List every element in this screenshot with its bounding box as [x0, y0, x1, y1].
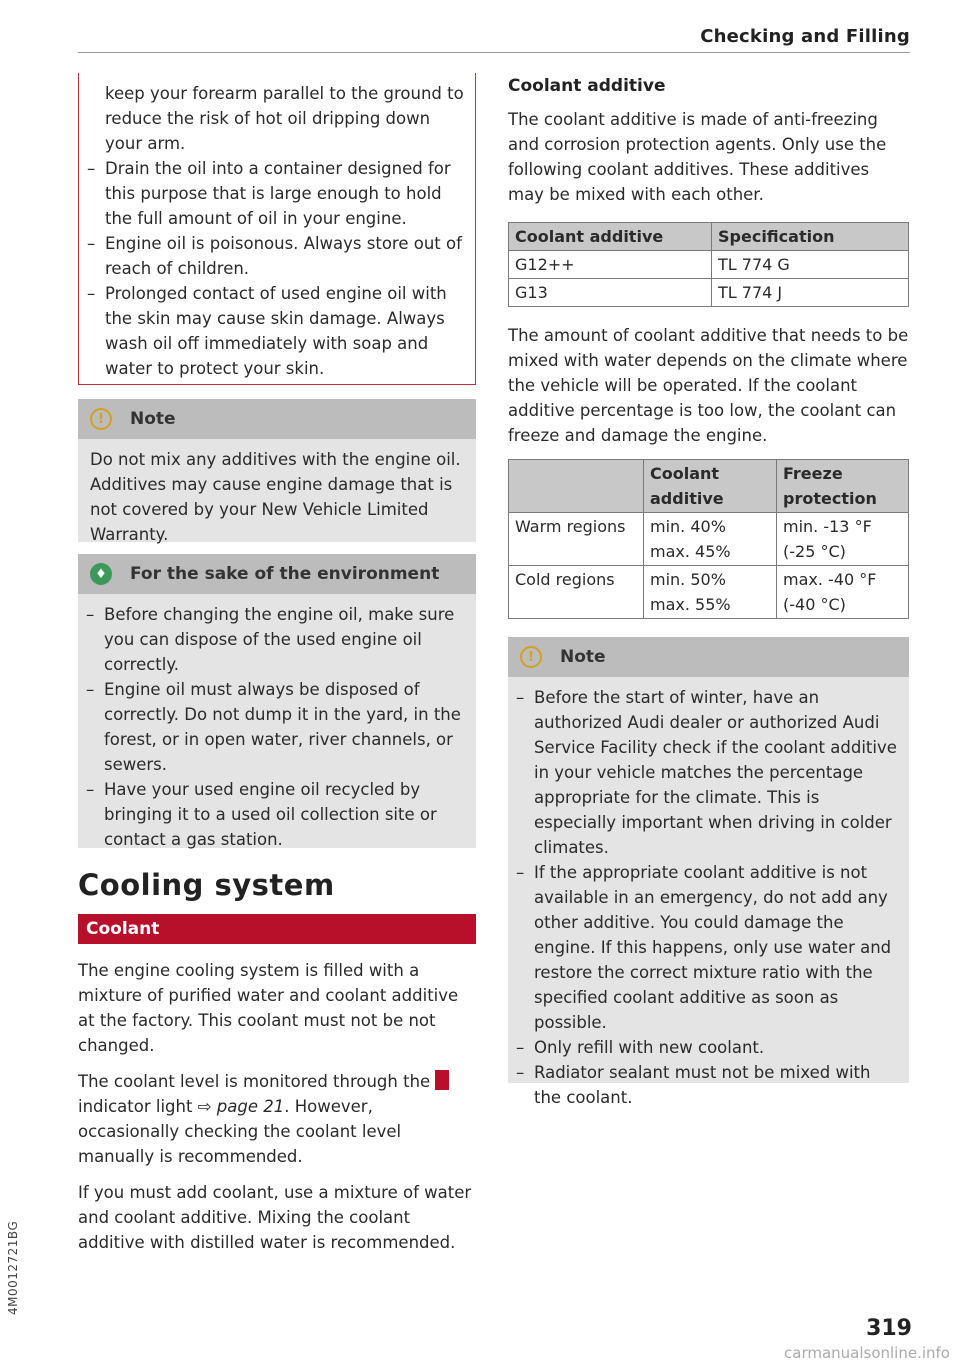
additive-spec-table	[508, 222, 909, 307]
table-header-row	[509, 460, 909, 513]
warning-box-continued	[78, 73, 476, 385]
table-header-row	[509, 223, 909, 251]
table-header-cell: Coolant additive	[644, 460, 777, 513]
section-heading-cooling-system: Cooling system	[78, 868, 335, 902]
coolant-note-list	[508, 685, 899, 1110]
leaf-icon: ♦	[90, 563, 112, 585]
note-box-coolant	[508, 637, 909, 1107]
table-cell: TL 774 G	[712, 251, 909, 279]
list-item: – Before the start of winter, have an authorized Audi dealer or authorized Audi Service Facility check if the coolant additive in your vehicle matches the percentage appropriate for the climate. This is especially important when driving in colder climates.	[508, 685, 899, 860]
note-title: Note	[130, 409, 176, 429]
additive-section	[508, 76, 909, 207]
attention-icon: !	[90, 408, 112, 430]
freeze-protection-table	[508, 459, 909, 619]
table-header-cell: Freeze protection	[777, 460, 909, 513]
table-cell: min. -13 °F (-25 °C)	[777, 513, 909, 566]
attention-icon: !	[520, 646, 542, 668]
table-cell: Cold regions	[509, 566, 644, 619]
list-item: – Before changing the engine oil, make sure you can dispose of the used engine oil correctly.	[78, 602, 466, 677]
environment-header	[78, 554, 476, 594]
note-box-oil	[78, 399, 476, 542]
coolant-text	[78, 958, 478, 1255]
environment-list	[78, 602, 466, 852]
list-item: – Have your used engine oil recycled by bringing it to a used oil collection site or contact a gas station.	[78, 777, 466, 852]
table-row	[509, 251, 909, 279]
table-header-cell: Specification	[712, 223, 909, 251]
list-item: – If the appropriate coolant additive is not available in an emergency, do not add any other additive. You could damage the engine. If this happens, only use water and restore the correct mixture ratio with the specified coolant additive as soon as possible.	[508, 860, 899, 1035]
additive-paragraph-2: The amount of coolant additive that needs to be mixed with water depends on the climate where the vehicle will be operated. If the coolant additive percentage is too low, the coolant can freeze and damage the engine.	[508, 326, 909, 445]
table-cell: Warm regions	[509, 513, 644, 566]
warning-list	[79, 156, 465, 381]
table-cell: G13	[509, 279, 712, 307]
additive-paragraph-2-wrap	[508, 323, 909, 448]
coolant-paragraph-2: The coolant level is monitored through the indicator light ⇨ page 21. However, occasionally checking the coolant level manually is recommended.	[78, 1069, 478, 1169]
table-cell: G12++	[509, 251, 712, 279]
list-item: – Radiator sealant must not be mixed with the coolant.	[508, 1060, 899, 1110]
table-header-cell	[509, 460, 644, 513]
list-item: – Engine oil is poisonous. Always store out of reach of children.	[79, 231, 465, 281]
list-item: – Prolonged contact of used engine oil with the skin may cause skin damage. Always wash oil off immediately with soap and water to protect your skin.	[79, 281, 465, 381]
list-item: – Drain the oil into a container designed for this purpose that is large enough to hold the full amount of oil in your engine.	[79, 156, 465, 231]
coolant-paragraph-3: If you must add coolant, use a mixture of water and coolant additive. Mixing the coolant additive with distilled water is recommended.	[78, 1183, 472, 1252]
additive-paragraph-1: The coolant additive is made of anti-freezing and corrosion protection agents. Only use the following coolant additives. These additives may be mixed with each other.	[508, 110, 887, 204]
coolant-temperature-icon	[435, 1070, 449, 1090]
header-rule	[78, 52, 910, 53]
note-title: Note	[560, 647, 606, 667]
table-row	[509, 513, 909, 566]
page-reference-link[interactable]: ⇨ page 21	[197, 1097, 285, 1116]
subsection-heading-coolant: Coolant	[78, 914, 476, 944]
table-header-cell: Coolant additive	[509, 223, 712, 251]
table-row	[509, 566, 909, 619]
environment-box	[78, 554, 476, 848]
document-code: 4M0012721BG	[6, 1220, 20, 1315]
table-cell: max. -40 °F (-40 °C)	[777, 566, 909, 619]
page-header-title: Checking and Filling	[700, 26, 910, 47]
list-item: – Only refill with new coolant.	[508, 1035, 899, 1060]
table-cell: min. 40% max. 45%	[644, 513, 777, 566]
watermark: carmanualsonline.info	[784, 1344, 950, 1362]
note-text: Do not mix any additives with the engine oil. Additives may cause engine damage that is not covered by your New Vehicle Limited Warranty.	[90, 450, 461, 544]
table-cell: TL 774 J	[712, 279, 909, 307]
note-header	[78, 399, 476, 439]
note-header	[508, 637, 909, 677]
coolant-paragraph-1: The engine cooling system is filled with a mixture of purified water and coolant additive at the factory. This coolant must not be not changed.	[78, 961, 459, 1055]
table-cell: min. 50% max. 55%	[644, 566, 777, 619]
list-item: – Engine oil must always be disposed of correctly. Do not dump it in the yard, in the forest, or in open water, river channels, or sewers.	[78, 677, 466, 777]
warning-lead-text: keep your forearm parallel to the ground to reduce the risk of hot oil dripping down your arm.	[105, 84, 464, 153]
additive-heading: Coolant additive	[508, 76, 666, 96]
table-row	[509, 279, 909, 307]
environment-title: For the sake of the environment	[130, 564, 440, 584]
page-number: 319	[866, 1316, 912, 1341]
